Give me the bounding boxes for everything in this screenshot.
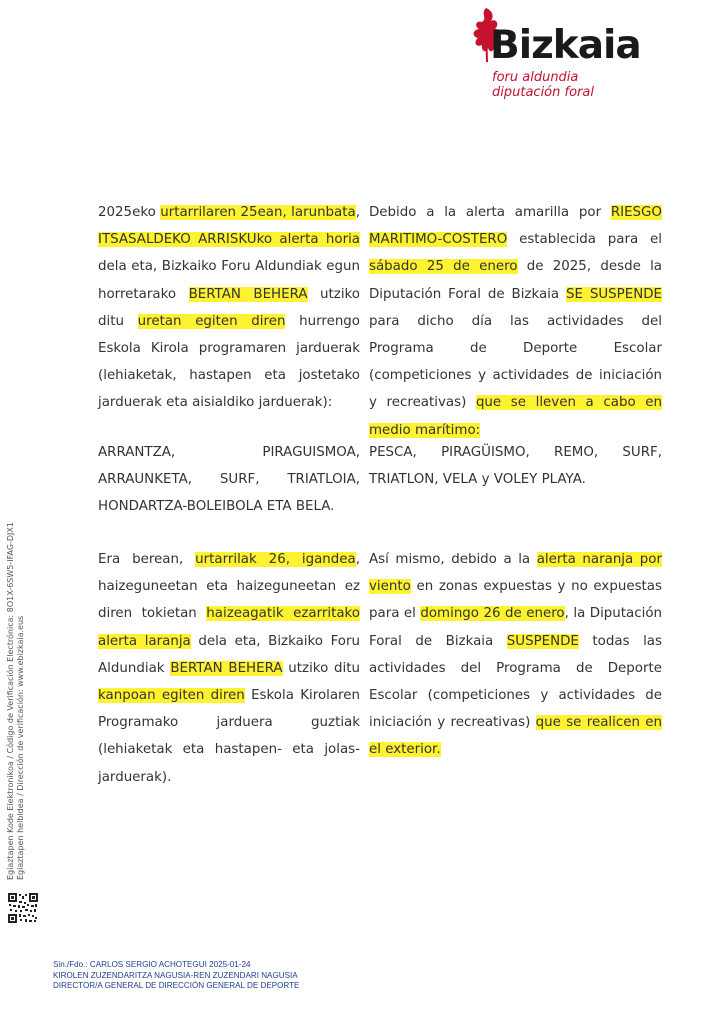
- text-run: , la Diputación Foral de Bizkaia: [369, 606, 663, 649]
- highlighted-text: BERTAN BEHERA: [188, 286, 308, 302]
- qr-code-icon: [8, 893, 38, 923]
- text-run: ARRANTZA, PIRAGUISMOA, ARRAUNKETA, SURF, TRIATLOIA, HONDARTZA-BOLEIBOLA ETA BELA.: [98, 445, 360, 515]
- text-run: Era berean,: [98, 552, 196, 567]
- text-run: en zonas expuestas y no expuestas para el: [369, 579, 662, 622]
- text-run: de 2025: [517, 259, 587, 275]
- text-run: por: [569, 205, 611, 220]
- highlighted-text: alerta naranja por viento: [369, 552, 662, 595]
- text-run: utziko ditu: [98, 286, 361, 329]
- highlighted-text: urtarrilaren 25ean, larunbata: [160, 205, 356, 220]
- text-run: Así mismo, debido a la: [369, 552, 537, 567]
- signature-line-3: DIRECTOR/A GENERAL DE DIRECCIÓN GENERAL DE DEPORTE: [53, 981, 300, 990]
- bizkaia-logo: [464, 6, 654, 101]
- text-run: Eskola Kirolaren Programako jarduera guztiak (lehiaketak eta hastapen- eta jolas-jarduerak).: [98, 688, 360, 785]
- text-run: hurrengo Eskola Kirola programaren jarduerak (lehiaketak, hastapen eta jostetako jarduerak eta aisialdiko jarduerak):: [98, 313, 360, 411]
- verification-code: Egiaztapen Kode Elektronikoa / Código de Verificación Electrónica: 8O1X-6SW5-IFAG-DJX1: [6, 522, 15, 880]
- text-run: , haizeguneetan eta haizeguneetan ez diren tokietan: [98, 552, 361, 622]
- signature-line-1: Sin./Fdo.: CARLOS SERGIO ACHOTEGUI 2025-01-24: [53, 960, 251, 969]
- left-paragraph-1: [98, 199, 360, 417]
- verification-sidebar: [6, 515, 25, 880]
- highlighted-text: que se lleven a cabo en medio marítimo:: [369, 395, 662, 438]
- logo-subtitle-spanish: diputación foral: [492, 85, 594, 100]
- left-paragraph-3: [98, 546, 360, 791]
- signature-line-2: KIROLEN ZUZENDARITZA NAGUSIA-REN ZUZENDARI NAGUSIA: [53, 970, 298, 980]
- text-run: establecida para el: [507, 232, 662, 248]
- logo-subtitle-basque: foru aldundia: [492, 70, 579, 85]
- highlighted-text: que se realicen en el exterior.: [369, 715, 662, 758]
- right-paragraph-2: [369, 439, 662, 493]
- left-paragraph-2: [98, 439, 360, 521]
- highlighted-text: kanpoan egiten diren: [98, 688, 245, 704]
- highlighted-text: SE SUSPENDE: [566, 286, 663, 302]
- highlighted-text: domingo 26 de enero: [420, 606, 565, 622]
- text-run: utziko ditu: [282, 660, 360, 676]
- right-paragraph-1: [369, 199, 662, 444]
- logo-wordmark: Bizkaia: [490, 23, 641, 68]
- highlighted-text: haizeagatik ezarritako alerta laranja: [98, 606, 360, 649]
- text-run: ,: [355, 205, 360, 220]
- right-paragraph-3: [369, 546, 662, 764]
- text-run: Debido a la: [369, 205, 466, 220]
- text-run: para dicho día las actividades del Programa de Deporte Escolar (competiciones y actividades de iniciación y recreativas): [369, 313, 662, 411]
- text-run: , desde la Diputación Foral de Bizkaia: [369, 259, 662, 302]
- highlighted-text: SUSPENDE: [506, 633, 579, 649]
- highlighted-text: ITSASALDEKO ARRISKUko alerta horia: [98, 232, 360, 248]
- highlighted-text: uretan egiten diren: [137, 313, 286, 329]
- verification-url: Egiaztapen helbidea / Dirección de verificación: www.ebizkaia.eus: [15, 615, 25, 880]
- highlighted-text: RIESGO MARITIMO-COSTERO: [369, 205, 662, 248]
- text-run: 2025eko: [98, 205, 161, 220]
- text-run: PESCA, PIRAGÜISMO, REMO, SURF, TRIATLON, VELA y VOLEY PLAYA.: [369, 445, 662, 488]
- signature-block: [53, 960, 299, 992]
- highlighted-text: sábado 25 de enero: [369, 259, 518, 275]
- highlighted-text: BERTAN BEHERA: [170, 660, 283, 676]
- text-run: alerta amarilla: [465, 205, 570, 220]
- text-run: todas las actividades del Programa de Deporte Escolar (competiciones y actividades de iniciación y recreativas): [369, 633, 662, 731]
- text-run: dela eta, Bizkaiko Foru Aldundiak: [98, 633, 360, 676]
- text-run: dela eta, Bizkaiko Foru Aldundiak egun horretarako: [98, 259, 360, 302]
- highlighted-text: urtarrilak 26, igandea: [195, 552, 356, 567]
